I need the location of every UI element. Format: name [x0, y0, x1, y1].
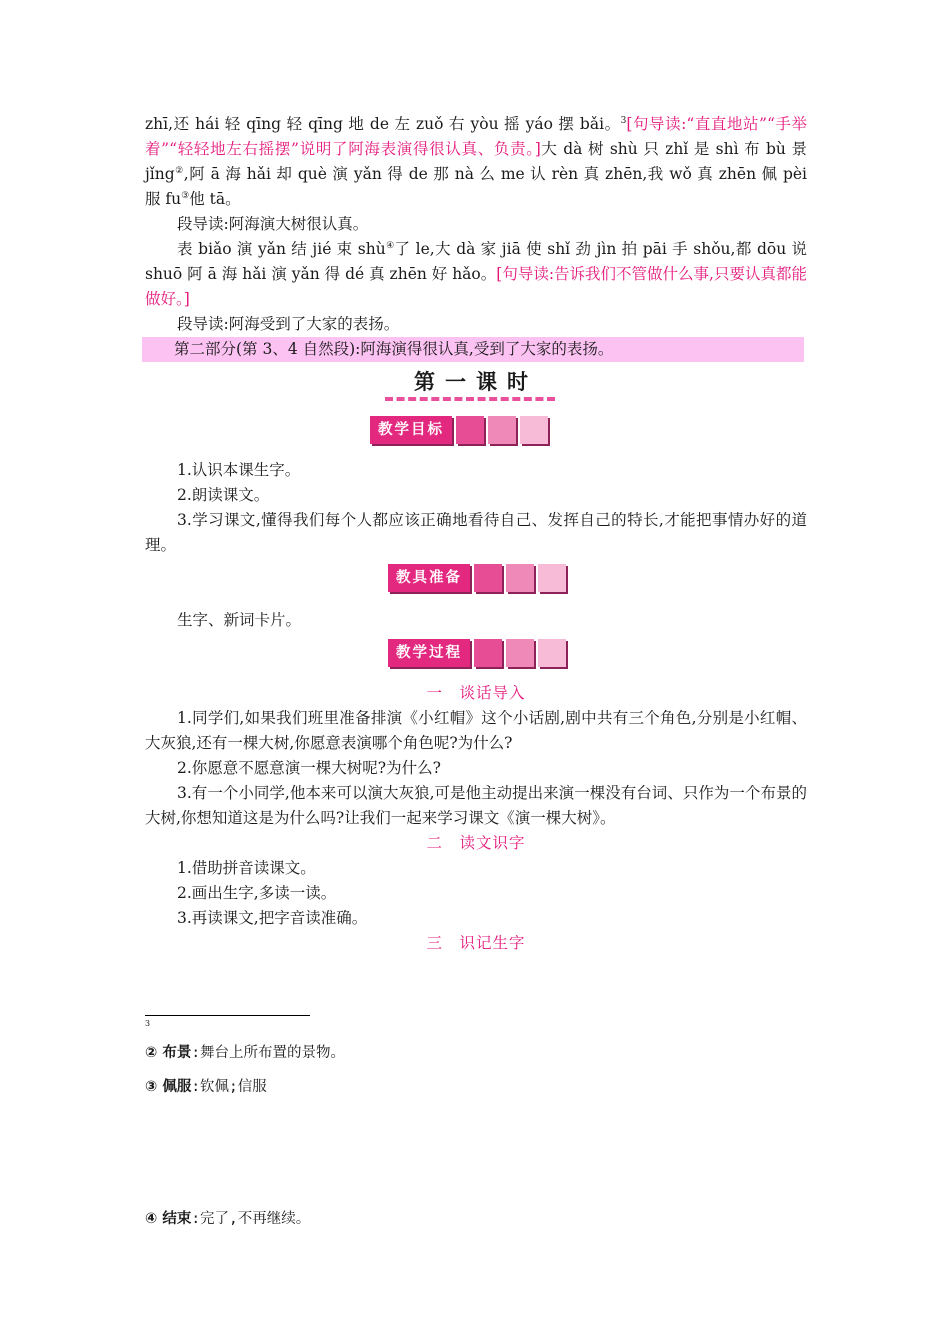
banner-square	[538, 564, 566, 592]
footnote-term: ④ 结束	[145, 1211, 192, 1227]
text: 他 tā。	[189, 190, 241, 208]
sentence-guide: [句导读:告诉我们不管做什么事,只要认真都能做好。]	[145, 265, 807, 308]
banner-process	[388, 639, 807, 667]
footnote-4	[145, 1208, 310, 1230]
lesson-title	[145, 366, 807, 410]
part-summary-highlight: 第二部分(第 3、4 自然段):阿海演得很认真,受到了大家的表扬。	[142, 337, 804, 362]
footnote-number: 3	[145, 1019, 151, 1028]
footnote-ref: ④	[385, 240, 395, 251]
paragraph-3	[145, 237, 807, 312]
footnote-term: ② 布景	[145, 1045, 192, 1061]
banner-square	[474, 564, 502, 592]
title-underline	[385, 397, 555, 401]
banner-label: 教学过程	[388, 639, 470, 667]
text: zhī,还 hái 轻 qīng 轻 qīng 地 de 左 zuǒ 右 yòu 摇 yáo 摆 bǎi。	[145, 115, 621, 133]
list-item: 3.有一个小同学,他本来可以演大灰狼,可是他主动提出来演一棵没有台词、只作为一个布景的大树,你想知道这是为什么吗?让我们一起来学习课文《演一棵大树》。	[145, 784, 807, 827]
document-body	[145, 112, 807, 956]
footnote-text: :舞台上所布置的景物。	[191, 1045, 346, 1061]
tools-text: 生字、新词卡片。	[177, 611, 302, 629]
footnote-term: ③ 佩服	[145, 1079, 192, 1095]
banner-square	[538, 639, 566, 667]
footnote-text: :完了,不再继续。	[191, 1211, 311, 1227]
banner-tools	[388, 564, 807, 592]
text: 了 le,大 dà 家 jiā 使 shǐ 劲 jìn 拍 pāi 手 shǒu,都 dōu 说 shuō 阿 ā 海 hǎi 演 yǎn 得 dé 真 zhēn 好 hǎo。	[145, 240, 807, 283]
list-item: 2.画出生字,多读一读。	[177, 884, 337, 902]
text: ,阿 ā 海 hǎi 却 què 演 yǎn 得 de 那 nà 么 me 认 rèn 真 zhēn,我 wǒ 真 zhēn 佩 pèi 服 fu	[145, 165, 807, 208]
footnote-text: :钦佩;信服	[191, 1079, 267, 1095]
goal-item: 3.学习课文,懂得我们每个人都应该正确地看待自己、发挥自己的特长,才能把事情办好的道理。	[145, 511, 807, 554]
list-item: 3.再读课文,把字音读准确。	[177, 909, 368, 927]
list-item: 2.你愿意不愿意演一棵大树呢?为什么?	[177, 759, 441, 777]
footnote-ref: ③	[181, 190, 190, 201]
section-title: 二 读文识字	[426, 834, 526, 852]
footnote-3	[145, 1076, 267, 1098]
banner-goals	[370, 416, 807, 444]
footnote-ref: ②	[174, 165, 184, 176]
footnote-2	[145, 1042, 345, 1064]
banner-square	[456, 416, 484, 444]
banner-label: 教学目标	[370, 416, 452, 444]
footnote-ref: 3	[620, 115, 627, 126]
section-title: 三 识记生字	[426, 934, 526, 952]
banner-square	[488, 416, 516, 444]
goals-list	[145, 458, 807, 558]
goal-item: 1.认识本课生字。	[177, 461, 301, 479]
sentence-guide: [句导读:“直直地站”“手举着”“轻轻地左右摇摆”说明了阿海表演得很认真、负责。]	[145, 115, 807, 158]
goal-item: 2.朗读课文。	[177, 486, 270, 504]
banner-label: 教具准备	[388, 564, 470, 592]
lesson-title-text: 第一课时	[414, 370, 538, 394]
paragraph-guide-1: 段导读:阿海演大树很认真。	[177, 215, 369, 233]
list-item: 1.借助拼音读课文。	[177, 859, 316, 877]
banner-square	[506, 639, 534, 667]
banner-square	[474, 639, 502, 667]
paragraph-guide-2: 段导读:阿海受到了大家的表扬。	[177, 315, 400, 333]
paragraph-1	[145, 112, 807, 212]
section-title: 一 谈话导入	[426, 684, 526, 702]
list-item: 1.同学们,如果我们班里准备排演《小红帽》这个小话剧,剧中共有三个角色,分别是小红帽、大灰狼,还有一棵大树,你愿意表演哪个角色呢?为什么?	[145, 709, 807, 752]
banner-square	[506, 564, 534, 592]
text: 大 dà 树 shù 只 zhǐ 是 shì 布 bù 景 jǐng	[145, 140, 807, 183]
banner-square	[520, 416, 548, 444]
text: 表 biǎo 演 yǎn 结 jié 束 shù	[177, 240, 386, 258]
footnote-rule	[145, 1015, 310, 1016]
